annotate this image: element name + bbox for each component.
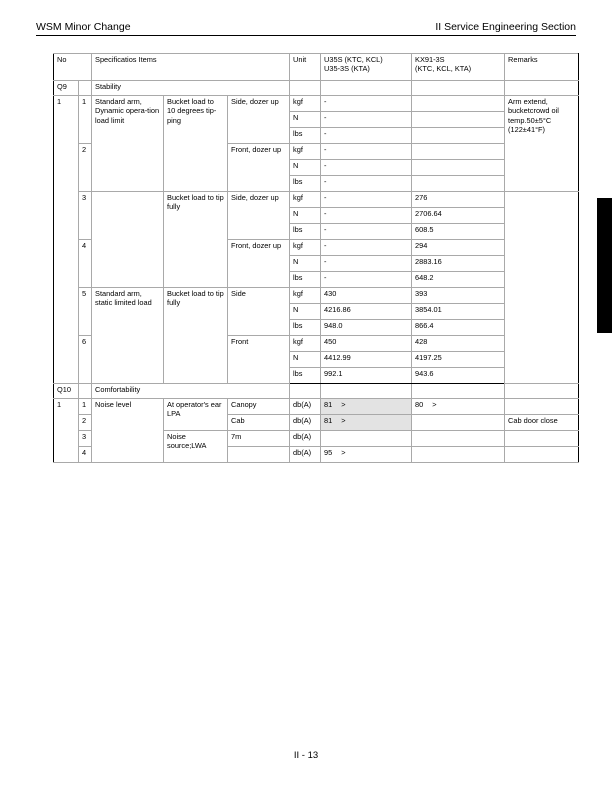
section-kx91-q9 [412,81,505,96]
th-unit: Unit [290,54,321,81]
cell-value-u35s: - [321,192,412,208]
cell-spec-desc: Standard arm, static limited load [92,288,164,384]
cell-value-u35s [321,431,412,447]
section-u35s-q10 [321,384,412,399]
cell-value-kx91 [412,176,505,192]
cell-value-u35s-gt: > [341,400,346,409]
cell-value-kx91 [412,112,505,128]
page-number: II - 13 [293,750,319,761]
cell-value-u35s: - [321,144,412,160]
cell-unit: db(A) [290,431,321,447]
cell-value-kx91: 2706.64 [412,208,505,224]
cell-unit: N [290,304,321,320]
cell-value-u35s-number: 95 [324,448,333,457]
section-code-q10: Q10 [54,384,79,399]
cell-value-u35s [321,399,412,415]
cell-value-u35s: 430 [321,288,412,304]
cell-unit: kgf [290,240,321,256]
cell-value-kx91: 648.2 [412,272,505,288]
cell-value-u35s: 4412.99 [321,352,412,368]
cell-value-kx91 [412,415,505,431]
cell-unit: lbs [290,272,321,288]
cell-unit: db(A) [290,399,321,415]
header-right-section: II Service Engineering Section [435,21,576,33]
cell-unit: lbs [290,128,321,144]
cell-unit: db(A) [290,415,321,431]
cell-sub-no: 2 [79,415,92,431]
header-left-title: WSM Minor Change [36,21,131,33]
cell-sub-no: 1 [79,96,92,144]
cell-value-kx91 [412,128,505,144]
section-kx91-q10 [412,384,505,399]
table-header-row [54,54,579,81]
cell-value-kx91-gt: > [432,400,437,409]
cell-sub-no: 6 [79,336,92,384]
cell-unit: N [290,160,321,176]
cell-unit: db(A) [290,447,321,463]
cell-value-kx91 [412,431,505,447]
cell-value-u35s: 450 [321,336,412,352]
section-remarks-q9 [505,81,579,96]
th-model-u35s-line2: U35-3S (KTA) [324,64,370,74]
cell-value-kx91 [412,144,505,160]
cell-value-u35s: - [321,128,412,144]
cell-value-kx91-number: 80 [415,400,424,409]
cell-spec-dir: Side, dozer up [228,96,290,144]
page-header [36,16,576,36]
cell-value-kx91: 276 [412,192,505,208]
cell-spec-desc [92,192,164,288]
cell-remarks: Cab door close [505,415,579,431]
section-title-q9: Stability [92,81,290,96]
cell-spec-cond: Bucket load to 10 degrees tip-ping [164,96,228,192]
th-model-kx91-line2: (KTC, KCL, KTA) [415,64,472,74]
th-model-u35s [321,54,412,81]
cell-value-u35s [321,447,412,463]
cell-value-u35s: - [321,176,412,192]
section-unit-q10 [290,384,321,399]
cell-spec-dir: Side, dozer up [228,192,290,240]
cell-spec-cond: Bucket load to tip fully [164,288,228,384]
cell-sub-no: 4 [79,447,92,463]
cell-value-u35s: - [321,240,412,256]
cell-unit: lbs [290,368,321,384]
cell-unit: N [290,208,321,224]
cell-value-u35s: - [321,208,412,224]
cell-spec-dir: 7m [228,431,290,447]
section-unit-q9 [290,81,321,96]
section-title-q10: Comfortability [92,384,290,399]
cell-value-kx91 [412,399,505,415]
cell-remarks [505,192,579,384]
cell-group-no: 1 [54,399,79,463]
table-row [54,399,579,415]
cell-value-kx91: 866.4 [412,320,505,336]
cell-unit: kgf [290,192,321,208]
cell-unit: kgf [290,288,321,304]
cell-value-kx91 [412,447,505,463]
cell-value-kx91: 943.6 [412,368,505,384]
section-spacer-q9 [79,81,92,96]
cell-value-kx91: 428 [412,336,505,352]
cell-value-u35s-number: 81 [324,400,333,409]
cell-value-u35s: - [321,272,412,288]
cell-value-kx91: 2883.16 [412,256,505,272]
cell-unit: kgf [290,96,321,112]
cell-unit: kgf [290,336,321,352]
cell-value-u35s: - [321,112,412,128]
cell-unit: lbs [290,176,321,192]
cell-spec-desc: Standard arm, Dynamic opera-tion load limit [92,96,164,192]
section-row-q10 [54,384,579,399]
spec-table [53,53,579,463]
cell-spec-dir: Front [228,336,290,384]
cell-value-kx91 [412,96,505,112]
cell-remarks [505,431,579,447]
cell-value-kx91 [412,160,505,176]
cell-sub-no: 4 [79,240,92,288]
cell-sub-no: 5 [79,288,92,336]
cell-spec-desc: Noise level [92,399,164,463]
cell-value-kx91: 4197.25 [412,352,505,368]
specification-table [53,53,578,463]
cell-spec-dir: Side [228,288,290,336]
th-model-u35s-line1: U35S (KTC, KCL) [324,55,383,64]
cell-unit: lbs [290,320,321,336]
cell-spec-dir: Cab [228,415,290,431]
cell-spec-cond: Bucket load to tip fully [164,192,228,288]
cell-unit: N [290,112,321,128]
cell-sub-no: 2 [79,144,92,192]
cell-value-kx91: 608.5 [412,224,505,240]
cell-sub-no: 1 [79,399,92,415]
table-row [54,288,579,304]
cell-value-u35s-gt: > [341,416,346,425]
table-row [54,96,579,112]
cell-unit: kgf [290,144,321,160]
cell-sub-no: 3 [79,431,92,447]
th-spec-items: Specificatios Items [92,54,290,81]
cell-value-u35s: 992.1 [321,368,412,384]
edge-tab-marker [597,198,612,333]
cell-spec-dir: Front, dozer up [228,240,290,288]
cell-value-u35s: - [321,256,412,272]
section-remarks-q10 [505,384,579,399]
table-row [54,192,579,208]
cell-value-kx91: 294 [412,240,505,256]
th-model-kx91 [412,54,505,81]
cell-unit: N [290,352,321,368]
cell-value-kx91: 3854.01 [412,304,505,320]
cell-value-u35s: 948.0 [321,320,412,336]
cell-group-no: 1 [54,96,79,384]
page-footer [0,750,612,761]
cell-value-u35s-number: 81 [324,416,333,425]
cell-value-u35s-gt: > [341,448,346,457]
section-spacer-q10 [79,384,92,399]
cell-unit: lbs [290,224,321,240]
th-remarks: Remarks [505,54,579,81]
cell-spec-dir: Canopy [228,399,290,415]
cell-value-u35s: - [321,224,412,240]
cell-sub-no: 3 [79,192,92,240]
cell-remarks [505,399,579,415]
cell-value-kx91: 393 [412,288,505,304]
cell-value-u35s: - [321,160,412,176]
cell-unit: N [290,256,321,272]
cell-value-u35s [321,415,412,431]
cell-spec-cond: Noise source;LWA [164,431,228,463]
cell-value-u35s: 4216.86 [321,304,412,320]
cell-remarks: Arm extend, bucketcrowd oil temp.50±5°C (122±41°F) [505,96,579,192]
th-model-kx91-line1: KX91-3S [415,55,445,64]
th-no: No [54,54,92,81]
section-row-q9 [54,81,579,96]
cell-spec-dir: Front, dozer up [228,144,290,192]
cell-value-u35s: - [321,96,412,112]
section-u35s-q9 [321,81,412,96]
cell-spec-cond: At operator's ear LPA [164,399,228,431]
section-code-q9: Q9 [54,81,79,96]
cell-spec-dir [228,447,290,463]
cell-remarks [505,447,579,463]
